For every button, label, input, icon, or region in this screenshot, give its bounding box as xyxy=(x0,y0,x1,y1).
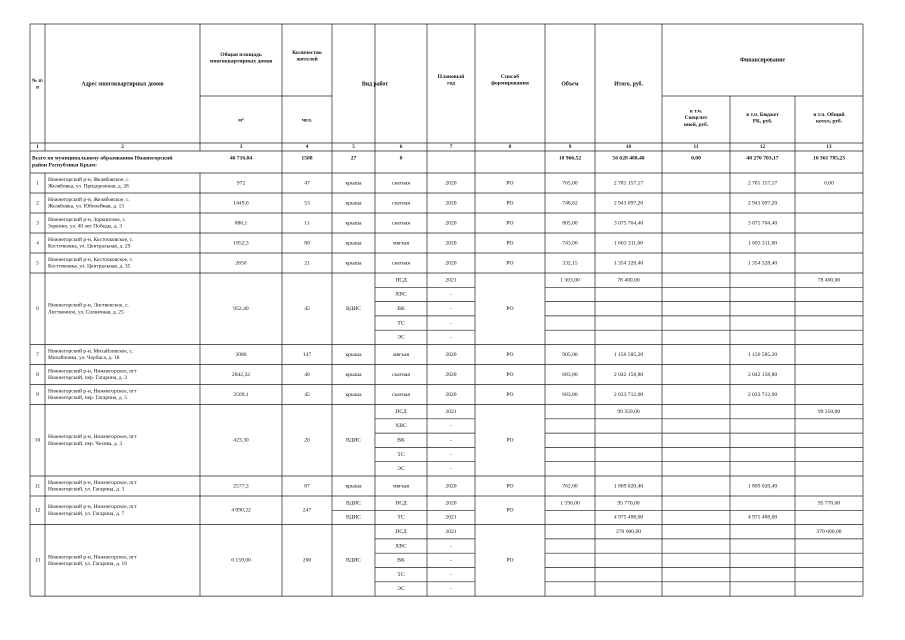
sub-year: 2020 xyxy=(445,500,457,507)
row-residents: 80 xyxy=(304,240,310,247)
row-address: Нижнегорский, ул. Гагарина, д. 16 xyxy=(48,560,127,567)
row-volume: 743,00 xyxy=(562,240,578,247)
row-address: Нижнегорский, ул. Гагарина, д. 7 xyxy=(48,510,125,517)
header-volume: Объем xyxy=(561,81,579,88)
row-year: 2020 xyxy=(445,371,457,378)
row-year: 2020 xyxy=(445,351,457,358)
row-number: 5 xyxy=(36,260,39,267)
row-area: 3509,1 xyxy=(233,391,249,398)
row-residents: 147 xyxy=(302,351,312,358)
row-number: 11 xyxy=(34,483,41,490)
row-total: 3 075 764,40 xyxy=(613,220,644,227)
row-total: 1 156 585,20 xyxy=(613,351,644,358)
row-address: Нижнегорский р-н, Желябовское, с. xyxy=(48,196,130,203)
sub-type: ХВС xyxy=(395,291,407,298)
row-address: Нижнегорский, ул. Гагарина, д. 3 xyxy=(48,486,125,493)
row-work: крыша xyxy=(345,240,362,247)
row-number: 10 xyxy=(34,437,41,444)
total-area: 46 716,84 xyxy=(229,155,253,162)
total-amount: 56 628 488,40 xyxy=(612,155,645,162)
row-method: РО xyxy=(506,483,514,490)
sub-common: 95 770,00 xyxy=(817,500,841,507)
row-volume: 748,62 xyxy=(562,200,578,207)
row-number: 13 xyxy=(34,557,41,564)
row-budget: 1 156 585,20 xyxy=(747,351,778,358)
row-method: РО xyxy=(506,306,514,313)
sub-type: ЭС xyxy=(397,586,405,593)
column-number: 7 xyxy=(449,144,453,151)
sub-type: ПСД xyxy=(395,500,407,507)
row-work: крыша xyxy=(345,200,362,207)
row-method: РО xyxy=(506,260,514,267)
sub-total: 78 400,00 xyxy=(617,277,640,284)
row-work: крыша xyxy=(345,260,362,267)
total-row-label: Всего по муниципальному образованию Нижнегорский xyxy=(32,155,173,162)
row-residents: 21 xyxy=(304,260,310,267)
sub-year: - xyxy=(450,437,452,444)
row-roof-type: скатная xyxy=(392,260,410,267)
row-year: 2020 xyxy=(445,391,457,398)
row-method: РО xyxy=(506,220,514,227)
header-residents-unit: чел. xyxy=(301,117,313,124)
row-address: Нижнегорский р-н, Зоркинское, с. xyxy=(48,216,127,223)
row-address: Желябовка, ул. Придорожная, д. 28 xyxy=(48,183,129,190)
row-residents: 40 xyxy=(304,371,310,378)
row-area: 4 090,22 xyxy=(231,507,251,514)
row-number: 9 xyxy=(36,391,39,398)
row-address: Нижнегорский р-н, Нижнегорское, пгт xyxy=(48,388,137,395)
sub-type: ХВС xyxy=(395,423,407,430)
row-number: 8 xyxy=(36,371,39,378)
row-area: 886,1 xyxy=(234,220,248,227)
row-address: Михайловка, ул. Чорбаса, д. 18 xyxy=(48,355,120,362)
row-work: ВДИС xyxy=(345,306,362,313)
column-number: 8 xyxy=(508,144,512,151)
sub-year: - xyxy=(450,423,452,430)
row-number: 2 xyxy=(36,200,39,207)
header-special-account: в т.ч. xyxy=(689,108,703,115)
row-area: 423,30 xyxy=(233,437,249,444)
sub-type: ЭС xyxy=(397,334,405,341)
sub-type: ПСД xyxy=(395,529,407,536)
header-formation-method: Способ xyxy=(500,73,520,80)
total-special: 0,00 xyxy=(691,155,701,162)
row-volume: 805,00 xyxy=(562,220,578,227)
row-area: 2577,3 xyxy=(233,483,249,490)
row-address: Лиственное, ул. Солнечная, д. 25 xyxy=(48,309,124,316)
row-budget: 3 075 764,40 xyxy=(747,220,778,227)
sub-total: 4 975 488,00 xyxy=(613,514,644,521)
total-common: 16 361 785,23 xyxy=(812,155,846,162)
row-budget: 2 042 158,80 xyxy=(747,371,778,378)
row-roof-type: скатная xyxy=(392,200,410,207)
header-number: п xyxy=(36,84,39,91)
sub-common: 99 350,00 xyxy=(817,408,841,415)
row-area: 3080 xyxy=(235,351,247,358)
row-method: РО xyxy=(506,437,514,444)
sub-total: 95 770,00 xyxy=(617,500,640,507)
row-budget: 1 809 020,40 xyxy=(747,483,778,490)
row-work: крыша xyxy=(345,371,362,378)
row-year: 2020 xyxy=(445,260,457,267)
header-address: Адрес многоквартирных домов xyxy=(81,81,164,88)
row-volume: 905,00 xyxy=(562,351,578,358)
row-method: РО xyxy=(506,240,514,247)
sub-year: - xyxy=(450,571,452,578)
column-number: 9 xyxy=(568,144,572,151)
row-address: Нижнегорский р-н, Нижнегорское, пгт xyxy=(48,434,137,441)
row-method: РО xyxy=(506,180,514,187)
row-area: 6 159,00 xyxy=(231,557,251,564)
row-roof-type: скатная xyxy=(392,220,410,227)
row-address: Нижнегорский р-н, Нижнегорское, пгт xyxy=(48,368,137,375)
sub-total: 370 000,00 xyxy=(615,529,642,536)
row-residents: 53 xyxy=(304,200,310,207)
row-work: ВДИС xyxy=(345,437,362,444)
row-area: 952,40 xyxy=(233,306,249,313)
row-total: 2 033 712,00 xyxy=(613,391,644,398)
sub-type: ЭС xyxy=(397,466,405,473)
row-volume: 332,15 xyxy=(562,260,578,267)
sub-year: 2021 xyxy=(445,277,457,284)
total-count: 27 xyxy=(350,155,357,162)
sub-year: - xyxy=(450,306,452,313)
row-address: Нижнегорский р-н, Косточковское, с. xyxy=(48,256,134,263)
sub-volume: 1 590,00 xyxy=(560,500,580,507)
sub-year: - xyxy=(450,320,452,327)
column-number: 1 xyxy=(36,144,39,151)
row-address: Желябовка, ул. Юбилейная, д. 13 xyxy=(48,203,124,210)
sub-type: ТС xyxy=(397,514,405,521)
row-area: 1852,3 xyxy=(233,240,249,247)
row-budget: 1 354 328,40 xyxy=(747,260,778,267)
sub-type: ВК xyxy=(397,437,405,444)
row-work: крыша xyxy=(345,180,362,187)
sub-type: ТС xyxy=(397,571,405,578)
row-residents: 45 xyxy=(304,306,310,313)
row-address: Нижнегорский р-н, Нижнегорское, пгт xyxy=(48,479,137,486)
sub-type: ПСД xyxy=(395,408,407,415)
row-number: 4 xyxy=(36,240,39,247)
row-work: крыша xyxy=(345,391,362,398)
row-total: 2 042 158,80 xyxy=(613,371,644,378)
header-residents: Количество xyxy=(292,49,322,56)
row-year: 2020 xyxy=(445,483,457,490)
header-planned-year: Плановый xyxy=(437,73,465,80)
sub-year: - xyxy=(450,543,452,550)
column-number: 11 xyxy=(693,144,699,151)
column-number: 2 xyxy=(121,144,124,151)
column-number: 13 xyxy=(826,144,832,151)
sub-year: 2021 xyxy=(445,408,457,415)
sub-total: 99 350,00 xyxy=(617,408,640,415)
row-volume: 683,80 xyxy=(562,371,578,378)
row-method: РО xyxy=(506,200,514,207)
column-number: 10 xyxy=(625,144,632,151)
sub-year: - xyxy=(450,291,452,298)
header-common-pot: в т.ч. Общий xyxy=(813,111,845,118)
row-residents: 87 xyxy=(304,483,310,490)
row-roof-type: скатная xyxy=(392,391,410,398)
column-number: 5 xyxy=(352,144,355,151)
header-work-type: Вид работ xyxy=(361,81,389,88)
header-common-pot: котел, руб. xyxy=(815,118,843,125)
header-area-unit: м² xyxy=(238,117,244,124)
row-work: ВДИС xyxy=(345,557,362,564)
header-budget: РК, руб. xyxy=(752,118,773,125)
header-area: Общая площадь xyxy=(220,51,262,58)
sub-volume: 1 363,00 xyxy=(560,277,580,284)
header-planned-year: год xyxy=(447,80,455,87)
row-roof-type: мягкая xyxy=(392,240,410,247)
total-volume: 18 966,52 xyxy=(558,155,582,162)
row-method: РО xyxy=(506,351,514,358)
row-address: Нижнегорский р-н, Нижнегорское, пгт xyxy=(48,504,137,511)
row-address: Нижнегорский р-н, Желябовское, с. xyxy=(48,176,130,183)
header-total: Итого, руб. xyxy=(614,81,643,88)
row-residents: 247 xyxy=(302,507,312,514)
header-budget: в т.ч. Бюджет xyxy=(746,111,779,118)
header-special-account: иной, руб. xyxy=(683,122,709,129)
row-total: 2 781 157,17 xyxy=(613,180,644,187)
row-residents: 11 xyxy=(304,220,310,227)
row-budget: 1 603 311,60 xyxy=(747,240,778,247)
sub-year: 2021 xyxy=(445,529,457,536)
row-year: 2020 xyxy=(445,180,457,187)
row-area: 1449,6 xyxy=(233,200,249,207)
row-work: крыша xyxy=(345,483,362,490)
total-row-label: район Республики Крым: xyxy=(32,162,97,169)
row-budget: 2 781 157,17 xyxy=(747,180,778,187)
header-special-account: Спецсчет xyxy=(684,115,708,122)
sub-type: ПСД xyxy=(395,277,407,284)
row-area: 972 xyxy=(236,180,246,187)
row-volume: 683,80 xyxy=(562,391,578,398)
column-number: 12 xyxy=(759,144,766,151)
header-residents: жителей xyxy=(296,56,318,63)
row-area: 2842,32 xyxy=(231,371,251,378)
sub-year: - xyxy=(450,334,452,341)
row-year: 2020 xyxy=(445,240,457,247)
sub-year: - xyxy=(450,557,452,564)
sub-type: ВК xyxy=(397,557,405,564)
sub-type: ВК xyxy=(397,306,405,313)
row-total: 1 603 311,60 xyxy=(613,240,644,247)
row-address: Косточковка, ул. Центральная, д. 35 xyxy=(48,263,131,270)
total-zero: 0 xyxy=(399,155,403,162)
header-number: № п\ xyxy=(32,77,43,84)
row-address: Нижнегорский р-н, Косточковское, с. xyxy=(48,236,134,243)
header-formation-method: формирования xyxy=(491,80,529,87)
row-number: 12 xyxy=(34,507,41,514)
row-work: крыша xyxy=(345,351,362,358)
row-volume: 762,00 xyxy=(562,483,578,490)
header-area: многоквартирных домов xyxy=(209,58,273,65)
row-method: РО xyxy=(506,371,514,378)
row-budget: 2 943 097,20 xyxy=(747,200,778,207)
total-budget: 40 276 703,17 xyxy=(746,155,779,162)
row-roof-type: мягкая xyxy=(392,351,410,358)
row-roof-type: скатная xyxy=(392,371,410,378)
row-number: 6 xyxy=(36,306,39,313)
sub-year: - xyxy=(450,451,452,458)
row-address: Нижнегорский р-н, Михайловское, с. xyxy=(48,348,134,355)
row-residents: 20 xyxy=(304,437,310,444)
sub-work: ВДИС xyxy=(345,500,362,507)
row-address: Нижнегорский, пер. Гагарина, д. 5 xyxy=(48,395,128,402)
row-common: 0,00 xyxy=(824,180,834,187)
row-roof-type: мягкая xyxy=(392,483,410,490)
row-year: 2020 xyxy=(445,200,457,207)
row-method: РО xyxy=(506,391,514,398)
column-number: 6 xyxy=(399,144,403,151)
sub-common: 370 000,00 xyxy=(816,529,842,536)
sub-type: ТС xyxy=(397,320,405,327)
sub-type: ХВС xyxy=(395,543,407,550)
sub-year: - xyxy=(450,586,452,593)
row-address: Зоркино, ул. 40 лет Победы, д. 3 xyxy=(48,223,123,230)
row-method: РО xyxy=(506,507,514,514)
sub-year: 2021 xyxy=(445,514,457,521)
row-method: РО xyxy=(506,557,514,564)
row-residents: 47 xyxy=(304,180,310,187)
row-address: Нижнегорский р-н, Нижнегорское, пгт xyxy=(48,554,137,561)
sub-common: 78 400,00 xyxy=(817,277,841,284)
header-financing: Финансирование xyxy=(739,57,786,64)
row-roof-type: скатная xyxy=(392,180,410,187)
sub-work: ВДИС xyxy=(345,514,362,521)
row-address: Косточковка, ул. Центральная, д. 29 xyxy=(48,243,131,250)
row-residents: 200 xyxy=(302,557,312,564)
row-address: Нижнегорский, пер. Гагарина, д. 3 xyxy=(48,375,128,382)
row-address: Нижнегорский р-н, Лиственское, с. xyxy=(48,302,129,309)
row-total: 1 809 020,40 xyxy=(613,483,644,490)
column-number: 3 xyxy=(239,144,243,151)
row-residents: 45 xyxy=(304,391,310,398)
row-area: 2650 xyxy=(235,260,247,267)
sub-budget: 4 975 488,00 xyxy=(747,514,778,521)
row-work: крыша xyxy=(345,220,362,227)
row-number: 1 xyxy=(36,180,39,187)
row-total: 1 354 328,40 xyxy=(613,260,644,267)
row-address: Нижнегорский, пер. Чехова, д. 3 xyxy=(48,440,123,447)
row-budget: 2 033 712,00 xyxy=(747,391,778,398)
row-total: 2 943 097,20 xyxy=(613,200,644,207)
row-year: 2020 xyxy=(445,220,457,227)
column-number: 4 xyxy=(305,144,309,151)
row-number: 7 xyxy=(36,351,39,358)
total-residents: 1588 xyxy=(301,155,313,162)
sub-year: - xyxy=(450,466,452,473)
sub-type: ТС xyxy=(397,451,405,458)
row-number: 3 xyxy=(36,220,39,227)
row-volume: 765,00 xyxy=(562,180,578,187)
